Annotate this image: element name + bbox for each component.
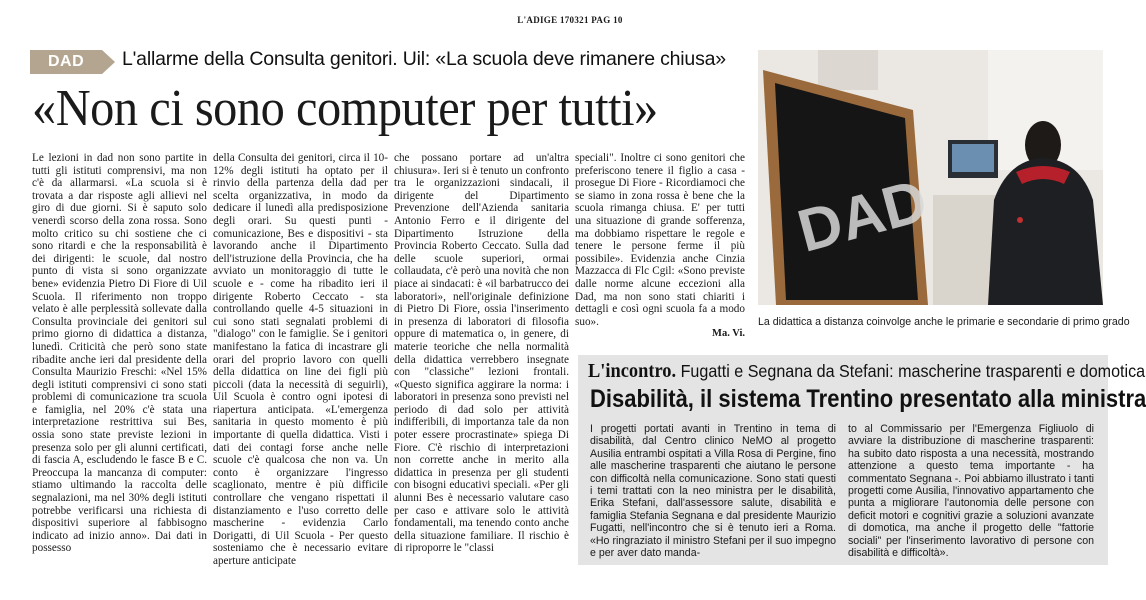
masthead: L'ADIGE 170321 PAG 10 xyxy=(517,15,623,25)
sidebar-kicker-rest: Fugatti e Segnana da Stefani: mascherine trasparenti e domotica xyxy=(676,361,1146,381)
photo-caption: La didattica a distanza coinvolge anche le primarie e secondarie di primo grado xyxy=(758,316,1130,328)
sidebar-column-2: to al Commissario per l'Emergenza Figliuolo di avviare la distribuzione di mascherine trasparenti: ha subito dato risposta a una necessità, mostrando attenzione a questo tema importante - ha commentato Segnana -. Poi abbiamo illustrato i tanti progetti come Ausilia, l'innovativo appartamento che punta a migliorare l'autonomia delle persone con deficit motori e cognitivi grazie a soluzioni avanzate di domotica, ma anche il progetto delle "fattorie sociali" per l'inserimento lavorativo di persone con disabilità e difficoltà». xyxy=(848,423,1094,560)
article-column-3 xyxy=(394,152,569,572)
sidebar-column-1: I progetti portati avanti in Trentino in tema di disabilità, dal Centro clinico NeMO al progetto Ausilia entrambi ospitati a Villa Rosa di Pergine, fino alle mascherine trasparenti che aiutano le persone con difficoltà nella comunicazione. Sono stati questi i temi trattati con la neo ministra per le disabilità, Erika Stefani, dall'assessore salute, disabilità e famiglia Stefania Segnana e dal presidente Maurizio Fugatti, nell'incontro che si è tenuto ieri a Roma. «Ho ringraziato il ministro Stefani per il suo impegno e per aver dato manda- xyxy=(590,423,836,560)
sidebar-kicker-bold: L'incontro. xyxy=(588,360,677,382)
section-tag xyxy=(30,50,115,74)
article-column-4-text: speciali". Inoltre ci sono genitori che preferiscono tenere il figlio a casa - prosegue Di Fiore - Ricordiamoci che se siamo in zona rossa è bene che la scuola rimanga chiusa. E' per tutti una situazione di grande sofferenza, ma dobbiamo rispettare le regole e tenere le persone ferme il più possibile». Evidenzia anche Cinzia Mazzacca di Flc Cgil: «Sono previste dalle norme alcune eccezioni alla Dad, ma non sono stati chiariti i dettagli e così ogni scuola fa a modo suo». xyxy=(575,152,745,328)
sidebar-kicker xyxy=(588,360,1145,383)
author-signature: Ma. Vi. xyxy=(712,328,745,340)
article-column-2-text: della Consulta dei genitori, circa il 10-12% degli istituti ha optato per il rinvio della partenza della dad per scelta organizzativa, in modo da dedicare il lunedì alla predisposizione degli orari. Su questi punti - comunicazione, Bes e dispositivi - sta lavorando anche il Dipartimento dell'istruzione della Provincia, che ha avviato un monitoraggio di tutte le scuole e - come ha ribadito ieri il dirigente Roberto Ceccato - sta controllando quelle 4-5 situazioni in cui sono stati segnalati problemi di "dialogo" con le famiglie. Se i genitori manifestano la fatica di incastrare gli orari del proprio lavoro con quelli della didattica on line dei figli più piccoli (data la necessità di seguirli), Uil Scuola è contro ogni ipotesi di riapertura anticipata. «L'emergenza sanitaria in questo momento è più importante di quella didattica. Visti i dati dei contagi forse anche nelle scuole c'è qualcosa che non va. Un conto è organizzare l'ingresso scaglionato, mentre è più difficile controllare che vengano rispettati il distanziamento e l'uso corretto delle mascherine - evidenzia Carlo Dorigatti, di Uil Scuola - Per questo sosteniamo che è necessario evitare aperture anticipate xyxy=(213,152,388,567)
article-column-2 xyxy=(213,152,388,572)
headline: «Non ci sono computer per tutti» xyxy=(32,80,658,137)
sidebar-box xyxy=(578,355,1146,565)
article-column-1 xyxy=(32,152,207,572)
board-text: DAD xyxy=(790,166,934,265)
section-tag-label: DAD xyxy=(48,53,85,70)
article-column-1-text: Le lezioni in dad non sono partite in tutti gli istituti comprensivi, ma non c'è da allarmarsi. «La scuola si è trovata a dar risposte agli allievi nel giro di due giorni. Si è saputo solo venerdì scorso della zona rossa. Sono molto critico su chi sostiene che ci sono ritardi e che la responsabilità è dei dirigenti: le scuole, dal nostro punto di vista si sono organizzate bene» evidenzia Pietro Di Fiore di Uil Scuola. Il riferimento non troppo velato è alle perplessità sollevate dalla Consulta provinciale dei genitori sul primo giorno di didattica a distanza, lunedì. Criticità che però sono state ribadite anche ieri dal presidente della Consulta Maurizio Freschi: «Nel 15% degli istituti comprensivi ci sono stati problemi di comunicazione tra scuola e famiglia, nel 20% c'è stata una interpretazione restrittiva sui Bes, ossia sono state previste lezioni in presenza solo per gli alunni certificati, di fascia A, escludendo le fasce B e C. Preoccupa la mancanza di computer: stiamo ultimando la raccolta delle segnalazioni, ma nel 30% degli istituti potrebbe verificarsi una richiesta di dispositivi superiore al fabbisogno indicato ad inizio anno». Dai dati in possesso xyxy=(32,152,207,555)
kicker: L'allarme della Consulta genitori. Uil: «La scuola deve rimanere chiusa» xyxy=(122,48,726,70)
article-column-4 xyxy=(575,152,745,340)
article-photo xyxy=(758,50,1103,305)
classroom-illustration xyxy=(758,50,1103,305)
article-column-3-text: che possano portare ad un'altra chiusura». Ieri si è tenuto un confronto tra le organizzazioni sindacali, il dirigente del Dipartimento Prevenzione dell'Azienda sanitaria Antonio Ferro e il dirigente del Dipartimento Istruzione della Provincia Roberto Ceccato. Sulla dad delle scuole superiori, ormai collaudata, c'è però una novità che non piace ai sindacati: è «il barbatrucco dei laboratori», nell'originale definizione di Pietro Di Fiore, ossia l'inserimento in presenza di laboratori di filosofia oppure di matematica o, in genere, di materie teoriche che nella normalità della didattica verrebbero insegnate con "classiche" lezioni frontali. «Questo significa aggirare la norma: i laboratori in presenza sono previsti nel periodo di dad solo per attività indifferibili, di importanza tale da non poter essere procrastinate» spiega Di Fiore. C'è rischio di interpretazioni non corrette anche in merito alla didattica in presenza per gli studenti con bisogni educativi speciali. «Per gli alunni Bes è necessario valutare caso per caso e attivare solo le attività fondamentali, ma tenendo conto anche della situazione familiare. Il rischio è di riproporre le "classi xyxy=(394,152,569,555)
sidebar-headline: Disabilità, il sistema Trentino presentato alla ministra xyxy=(590,385,1146,413)
